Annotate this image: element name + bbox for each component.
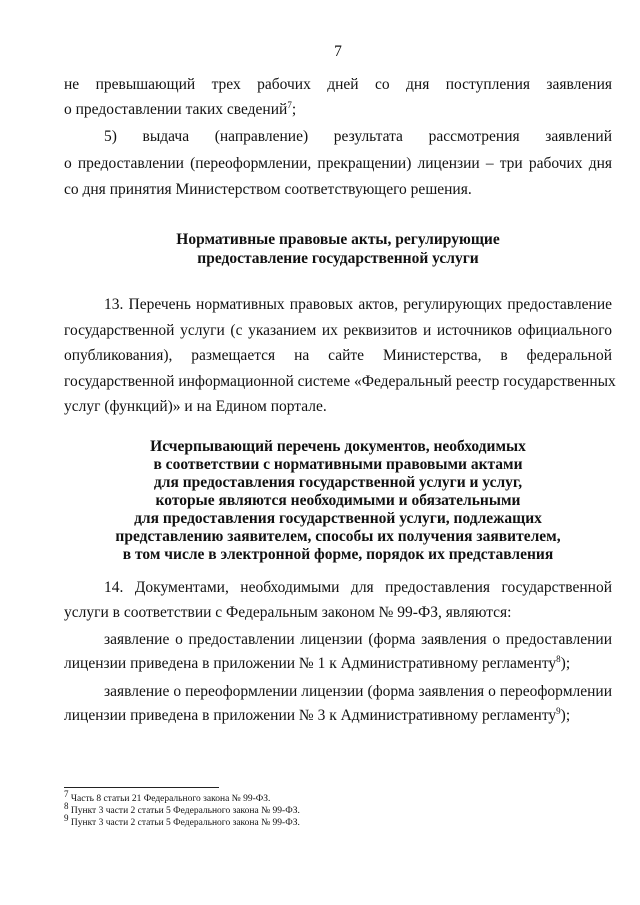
section-heading: предоставление государственной услуги [197, 250, 479, 267]
text-line: о предоставлении (переоформлении, прекращении) лицензии – три рабочих дня [64, 155, 612, 172]
section-heading: для предоставления государственной услуги и услуг, [153, 474, 523, 491]
text-line: услуги в соответствии с Федеральным законом № 99-ФЗ, являются: [64, 604, 512, 621]
text-line [64, 101, 296, 119]
text-fragment: о предоставлении таких сведений [64, 101, 288, 118]
section-heading: которые являются необходимыми и обязательными [155, 492, 521, 509]
text-line: заявление о предоставлении лицензии (форма заявления о предоставлении [104, 631, 612, 648]
section-heading: представлению заявителем, способы их получения заявителем, [115, 528, 561, 545]
section-heading: в соответствии с нормативными правовыми актами [153, 456, 523, 473]
footnote-number: 9 [64, 813, 69, 823]
section-heading: в том числе в электронной форме, порядок их представления [122, 546, 554, 563]
footnote-ref: 8 [556, 653, 561, 664]
section-heading: Исчерпывающий перечень документов, необходимых [150, 438, 526, 455]
text-line: со дня принятия Министерством соответствующего решения. [64, 181, 472, 198]
footnote-ref: 9 [556, 705, 561, 716]
footnote-text: Пункт 3 части 2 статьи 5 Федерального закона № 99-ФЗ. [70, 818, 300, 829]
text-line: заявление о переоформлении лицензии (форма заявления о переоформлении [104, 683, 612, 700]
text-fragment: лицензии приведена в приложении № 1 к Административному регламенту [64, 655, 557, 672]
text-line: 5) выдача (направление) результата рассмотрения заявлений [104, 128, 612, 145]
footnote-separator [64, 787, 219, 788]
footnote [64, 813, 300, 829]
footnote-number: 8 [64, 801, 69, 811]
text-fragment: лицензии приведена в приложении № 3 к Административному регламенту [64, 707, 557, 724]
footnote-ref: 7 [287, 99, 292, 110]
section-heading: Нормативные правовые акты, регулирующие [176, 231, 500, 248]
footnote-number: 7 [64, 789, 69, 799]
text-fragment: ); [560, 707, 571, 724]
text-line: опубликования), размещается на сайте Министерства, в федеральной [64, 347, 612, 364]
footnote-text: Пункт 3 части 2 статьи 5 Федерального закона № 99-ФЗ. [70, 806, 300, 817]
page-number: 7 [334, 43, 342, 60]
footnote [64, 801, 300, 817]
text-line: 14. Документами, необходимыми для предоставления государственной [104, 579, 612, 596]
text-line [64, 707, 570, 725]
text-line: государственной услуги (с указанием их реквизитов и источников официального [64, 322, 612, 339]
text-fragment: ; [291, 101, 297, 118]
text-line: государственной информационной системе «Федеральный реестр государственных [64, 373, 616, 390]
footnote-text: Часть 8 статьи 21 Федерального закона № 99-ФЗ. [70, 794, 271, 805]
text-line: не превышающий трех рабочих дней со дня поступления заявления [64, 76, 612, 93]
text-fragment: ); [560, 655, 571, 672]
section-heading: для предоставления государственной услуги, подлежащих [134, 510, 542, 527]
text-line: 13. Перечень нормативных правовых актов, регулирующих предоставление [104, 296, 612, 313]
text-line: услуг (функций)» и на Едином портале. [64, 398, 327, 415]
text-line [64, 655, 570, 673]
footnote [64, 789, 271, 805]
